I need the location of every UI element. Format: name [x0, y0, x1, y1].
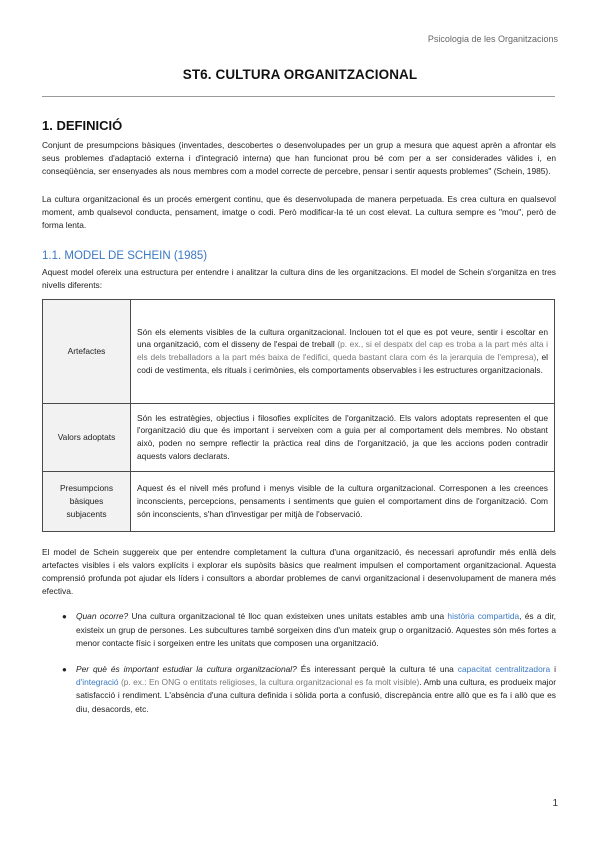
section-heading-schein: 1.1. MODEL DE SCHEIN (1985)	[42, 250, 208, 263]
page-header-course: Psicologia de les Organitzacions	[427, 34, 558, 44]
culture-process-paragraph: La cultura organitzacional és un procés emergent continu, que és desenvolupada de manera perpetuada. Es crea cultura en qualsevol moment, amb qualsevol conducta, pensament, imatge o codi. Però modificar-la té un cost elevat. La cultura sempre es "mou", però de forma lenta.	[42, 193, 556, 231]
history-link: història compartida	[447, 611, 520, 622]
list-item: ● Quan ocorre? Una cultura organitzacional té lloc quan existeixen unes unitats estables amb una història compartida, és a dir, existeix un grup de persones. Les subcultures també sorgeixen dins d'un mateix grup o organització. Aquestes són més fortes a menor contacte físic i sorgeixen entre les unitats que composen una organització.	[62, 611, 556, 648]
bullet-icon: ●	[62, 665, 67, 675]
questions-list	[42, 610, 556, 715]
page-number: 1	[552, 798, 558, 809]
section-heading-definicio: 1. DEFINICIÓ	[42, 118, 123, 133]
title-divider	[42, 96, 555, 97]
schein-summary-paragraph: El model de Schein suggereix que per entendre completament la cultura d'una organització, és necessari aprofundir més enllà dels artefactes visibles i els valors explícits i explorar els supòsits bàsics que realment impulsen el comportament organitzacional. Aquesta comprensió profunda pot ajudar els líders i consultors a abordar problemes de canvi organitzacional i desenvolupament de manera més efectiva.	[42, 546, 556, 597]
level-description: Són les estratègies, objectius i filosofies explícites de l'organització. Els valors adoptats representen el que l'organització diu que és important i serveixen com a guia per al comportament dels membres. No obstant això, poden no sempre reflectir la pràctica real dins de l'organització, ja que les accions poden contradir aquests valors declarats.	[131, 403, 555, 471]
page-title: ST6. CULTURA ORGANITZACIONAL	[182, 67, 418, 82]
schein-levels-table	[42, 299, 555, 532]
definition-paragraph: Conjunt de presumpcions bàsiques (inventades, descobertes o desenvolupades per un grup a mesura que aquest aprèn a afrontar els seus problemes d'adaptació externa i d'integració interna) que han funcionat prou bé com per a ser considerades vàlides i, en conseqüència, ser ensenyades als nous membres com a model correcte de percebre, pensar i sentir aquests problemes" (Schein, 1985).	[42, 140, 556, 177]
bullet-icon: ●	[62, 612, 67, 622]
table-row	[43, 299, 555, 403]
centralizing-link: capacitat centralitzadora	[457, 664, 551, 675]
level-label: Artefactes	[43, 299, 131, 403]
level-description: Aquest és el nivell més profund i menys visible de la cultura organitzacional. Corresponen a les creences inconscients, percepcions, pensaments i sentiments que guien el comportament dins de l'organització. Com són inconscients, s'han d'investigar per mitjà de l'observació.	[131, 471, 555, 531]
level-label: Valors adoptats	[43, 403, 131, 471]
level-label: Presumpcions bàsiques subjacents	[43, 471, 131, 531]
document-body	[42, 118, 556, 729]
table-row	[43, 471, 555, 531]
list-item: ● Per què és important estudiar la cultura organitzacional? És interessant perquè la cultura té una capacitat centralitzadora i d'integració (p. ex.: En ONG o entitats religioses, la cultura organitzacional es fa molt visible). Amb una cultura, es produeix major satisfacció i rendiment. L'absència d'una cultura definida i sòlida porta a confusió, discrepància entre allò que es fa i allò que es diu, desacords, etc.	[62, 664, 557, 714]
table-row	[43, 403, 555, 471]
level-description: Són els elements visibles de la cultura organitzacional. Inclouen tot el que es pot veure, sentir i escoltar en una organització, com el disseny de l'espai de treball (p. ex., si el despatx del cap es troba a la part més alta i els dels treballadors a la part més baixa de l'edifici, queda bastant clara com és la jerarquia de l'empresa), el codi de vestimenta, els rituals i cerimònies, els comportaments observables i les estructures organitzacionals.	[131, 299, 555, 403]
integration-link: d'integració	[76, 677, 119, 688]
schein-intro-paragraph: Aquest model ofereix una estructura per entendre i analitzar la cultura dins de les organitzacions. El model de Schein s'organitza en tres nivells diferents:	[42, 267, 556, 291]
